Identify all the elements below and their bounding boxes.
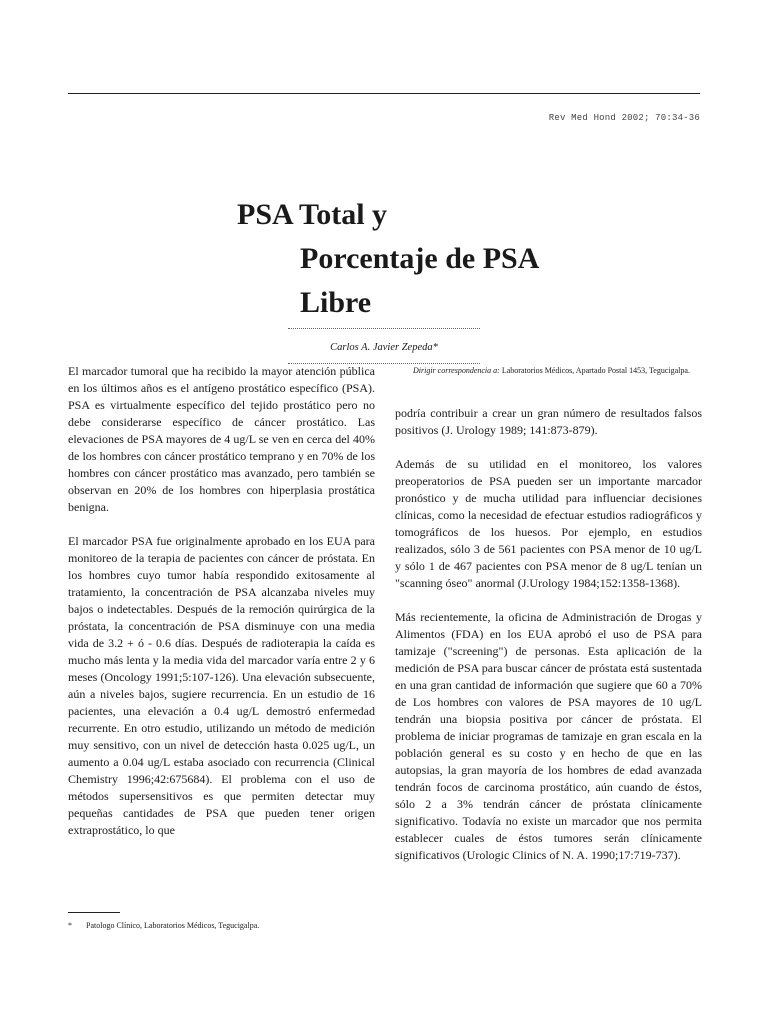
footnote-mark: * bbox=[68, 921, 72, 930]
paragraph: Más recientemente, la oficina de Administración de Drogas y Alimentos (FDA) en los EUA aprobó el uso de PSA para tamizaje ("screening") de personas. Esta aplicación de la medición de PSA para buscar cáncer de próstata está sustentada en una gran cantidad de información que sugiere que 60 a 70% de Los hombres con valores de PSA mayores de 10 ug/L tendrán una biopsia positiva por cáncer de próstata. El problema de iniciar programas de tamizaje en gran escala en la población general es su costo y en hecho de que en las autopsias, la gran mayoría de los hombres de edad avanzada tendrán focos de carcinoma prostático, aún cuando de éstos, sólo 2 a 3% tendrán cáncer de próstata clínicamente significativo. Todavía no existe un marcador que nos permita establecer cuales de éstos tumores serán clínicamente significativos (Urologic Clinics of N. A. 1990;17:719-737). bbox=[395, 610, 702, 862]
journal-reference: Rev Med Hond 2002; 70:34-36 bbox=[548, 113, 700, 123]
paragraph: Además de su utilidad en el monitoreo, los valores preoperatorios de PSA pueden ser un importante marcador pronóstico y de mucha utilidad para influenciar decisiones clínicas, como la necesidad de efectuar estudios radiográficos y tomográficos de los huesos. Por ejemplo, en estudios realizados, sólo 3 de 561 pacientes con PSA menor de 10 ug/L y sólo 1 de 467 pacientes con PSA menor de 8 ug/L tenían un "scanning óseo" anormal (J.Urology 1984;152:1358-1368). bbox=[395, 457, 702, 590]
author-divider-top bbox=[288, 328, 480, 329]
author-name: Carlos A. Javier Zepeda* bbox=[330, 342, 438, 353]
article-title bbox=[237, 193, 657, 325]
correspondence-text: Laboratorios Médicos, Apartado Postal 1453, Tegucigalpa. bbox=[501, 366, 690, 375]
footnote-text: Patologo Clínico, Laboratorios Médicos, Tegucigalpa. bbox=[86, 921, 260, 930]
footnote bbox=[68, 920, 388, 932]
title-line-3: Libre bbox=[300, 286, 372, 319]
correspondence-lead: Dirigir correspondencia a: bbox=[413, 366, 500, 375]
paragraph: El marcador PSA fue originalmente aprobado en los EUA para monitoreo de la terapia de pacientes con cáncer de próstata. En los hombres cuyo tumor había respondido exitosamente al tratamiento, la concentración de PSA alcanzaba niveles muy bajos o indetectables. Después de la remoción quirúrgica de la próstata, la concentración de PSA disminuye con una media vida de 3.2 + ó - 0.6 días. Después de radioterapia la caída es mucho más lenta y la media vida del marcador varía entre 2 y 6 meses (Oncology 1991;5:107-126). Una elevación subsecuente, aún a niveles bajos, sugiere recurrencia. En un estudio de 16 pacientes, una elevación a 0.4 ug/L demostró enfermedad recurrente. En otro estudio, utilizando un método de medición muy sensitivo, con un nivel de detección hasta 0.025 ug/L, un aumento a 0.04 ug/L estaba asociado con recurrencia (Clinical Chemistry 1996;42:675684). El problema con el uso de métodos supersensitivos es que permiten detectar muy pequeñas cantidades de PSA que pueden tener origen extraprostático, lo que bbox=[68, 534, 375, 837]
title-line-1: PSA Total y bbox=[237, 198, 388, 231]
title-line-2: Porcentaje de PSA bbox=[300, 242, 540, 275]
header-rule bbox=[68, 93, 700, 94]
paragraph: El marcador tumoral que ha recibido la mayor atención pública en los últimos años es el antígeno prostático específico (PSA). PSA es virtualmente específico del tejido prostático pero no debe considerarse específico de cáncer prostático. Las elevaciones de PSA mayores de 4 ug/L se ven en cerca del 40% de los hombres con cáncer prostático temprano y en 70% de los hombres con cáncer prostático mas avanzado, pero también se observan en 20% de los hombres con hiperplasia prostática benigna. bbox=[68, 364, 375, 514]
paragraph: podría contribuir a crear un gran número de resultados falsos positivos (J. Urology 1989; 141:873-879). bbox=[395, 406, 702, 437]
correspondence-note bbox=[413, 365, 700, 377]
footnote-rule bbox=[68, 912, 120, 913]
right-column bbox=[395, 405, 702, 881]
left-column bbox=[68, 363, 375, 856]
